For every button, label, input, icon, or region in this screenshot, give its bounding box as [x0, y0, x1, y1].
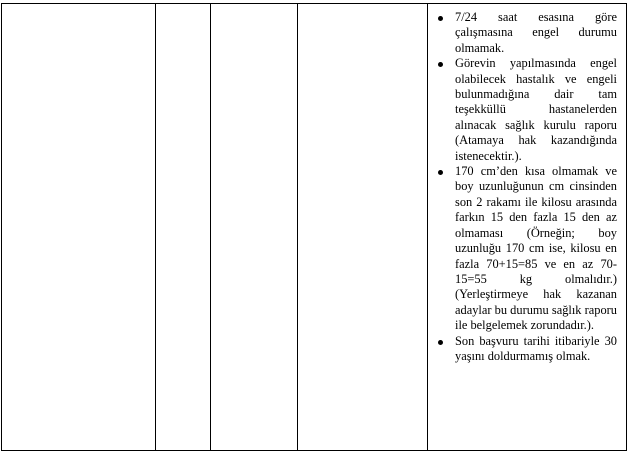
bullet-icon — [438, 62, 443, 67]
table-cell-requirements — [428, 4, 626, 450]
requirement-item — [455, 56, 617, 164]
requirements-table — [1, 3, 627, 451]
table-cell-col2 — [156, 4, 210, 450]
requirement-text: Görevin yapılmasında engel olabilecek hastalık ve engeli bulunmadığına dair tam teşekküllü hastanelerden alınacak sağlık kurulu raporu (Atamaya hak kazandığında istenecektir.). — [455, 56, 617, 163]
requirements-list — [428, 4, 626, 364]
requirement-item — [455, 164, 617, 333]
requirement-text: 7/24 saat esasına göre çalışmasına engel durumu olmamak. — [455, 10, 617, 55]
table-cell-col4 — [298, 4, 427, 450]
bullet-icon — [438, 170, 443, 175]
bullet-icon — [438, 16, 443, 21]
requirement-item — [455, 10, 617, 56]
table-cell-col3 — [211, 4, 297, 450]
requirement-text: 170 cm’den kısa olmamak ve boy uzunluğunun cm cinsinden son 2 rakamı ile kilosu arasında farkın 15 den fazla 15 den az olmaması (Örneğin; boy uzunluğu 170 cm ise, kilosu en fazla 70+15=85 ve en az 70-15=55 kg olmalıdır.) (Yerleştirmeye hak kazanan adaylar bu durumu sağlık raporu ile belgelemek zorundadır.). — [455, 164, 617, 333]
requirement-item — [455, 334, 617, 365]
requirement-text: Son başvuru tarihi itibariyle 30 yaşını doldurmamış olmak. — [455, 333, 617, 363]
bullet-icon — [438, 340, 443, 345]
table-cell-col1 — [2, 4, 155, 450]
